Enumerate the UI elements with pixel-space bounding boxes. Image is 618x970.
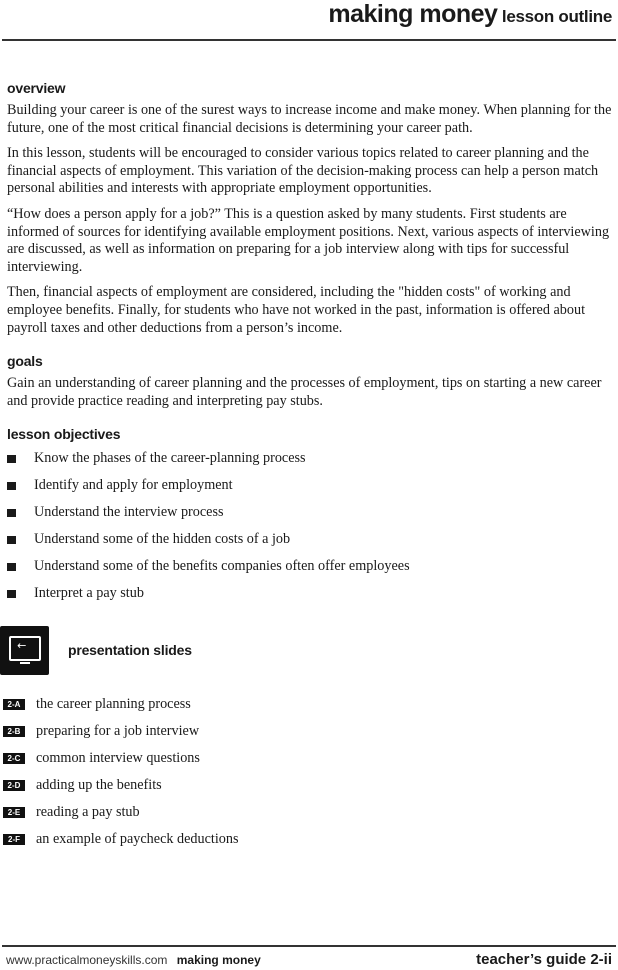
objective-text: Interpret a pay stub [34, 585, 144, 602]
header-title: making money [328, 0, 498, 28]
slide-label: an example of paycheck deductions [36, 831, 239, 848]
slide-item [7, 831, 613, 858]
bullet-icon [7, 509, 16, 517]
goals-heading: goals [7, 353, 43, 370]
objective-item [7, 504, 613, 531]
slide-tag: 2-B [3, 726, 25, 737]
slide-item [7, 777, 613, 804]
slide-item [7, 723, 613, 750]
objective-text: Understand the interview process [34, 504, 224, 521]
slides-list [7, 696, 613, 858]
footer-page: teacher’s guide 2-ii [476, 951, 612, 968]
slides-heading: presentation slides [68, 642, 192, 659]
header-subtitle: lesson outline [501, 7, 612, 26]
bullet-icon [7, 482, 16, 490]
objective-text: Understand some of the hidden costs of a job [34, 531, 291, 548]
slide-item [7, 804, 613, 831]
slide-tag: 2-D [3, 780, 25, 791]
slide-item [7, 696, 613, 723]
slide-item [7, 750, 613, 777]
overview-heading: overview [7, 80, 66, 96]
objectives-list [7, 450, 613, 612]
footer-url[interactable]: www.practicalmoneyskills.com [6, 953, 168, 967]
bullet-icon [7, 536, 16, 544]
objective-item [7, 477, 613, 504]
slide-tag: 2-A [3, 699, 25, 710]
footer-rule [2, 945, 616, 947]
page-header [328, 0, 612, 29]
bullet-icon [7, 563, 16, 571]
bullet-icon [7, 590, 16, 598]
slide-label: reading a pay stub [36, 804, 140, 821]
presentation-slides-header [0, 626, 613, 666]
slide-label: common interview questions [36, 750, 200, 767]
objective-item [7, 450, 613, 477]
goals-text: Gain an understanding of career planning and the processes of employment, tips on starting a new career and provide practice reading and interpreting pay stubs. [7, 375, 602, 409]
page-footer [6, 953, 612, 967]
objective-item [7, 531, 613, 558]
objective-text: Understand some of the benefits companies often offer employees [34, 558, 410, 575]
monitor-icon: ↖ [0, 626, 49, 675]
slide-tag: 2-E [3, 807, 25, 818]
overview-paragraph: Building your career is one of the surest ways to increase income and make money. When planning for the future, one of the most critical financial decisions is determining your career path. [7, 102, 612, 136]
slide-label: the career planning process [36, 696, 191, 713]
objectives-heading: lesson objectives [7, 426, 121, 443]
overview-paragraph: “How does a person apply for a job?” This is a question asked by many students. First students are informed of sources for identifying available employment positions. Next, various aspects of interviewing are discussed, as well as information on preparing for a job interview along with tips for successful interviewing. [7, 205, 610, 275]
objective-item [7, 558, 613, 585]
overview-paragraph: In this lesson, students will be encouraged to consider various topics related to career planning and the financial aspects of employment. This variation of the decision-making process can help a person match personal abilities and interests with appropriate employment opportunities. [7, 145, 599, 197]
objective-item [7, 585, 613, 612]
slide-label: preparing for a job interview [36, 723, 200, 740]
objective-text: Identify and apply for employment [34, 477, 233, 494]
main-content [7, 80, 613, 858]
header-rule [2, 39, 616, 41]
slide-tag: 2-F [3, 834, 25, 845]
bullet-icon [7, 455, 16, 463]
objective-text: Know the phases of the career-planning process [34, 450, 306, 467]
footer-program: making money [176, 953, 261, 967]
slide-tag: 2-C [3, 753, 25, 764]
slide-label: adding up the benefits [36, 777, 162, 794]
overview-paragraph: Then, financial aspects of employment are considered, including the "hidden costs" of working and employee benefits. Finally, for students who have not worked in the past, information is offered about payroll taxes and other deductions from a person’s income. [7, 284, 586, 336]
